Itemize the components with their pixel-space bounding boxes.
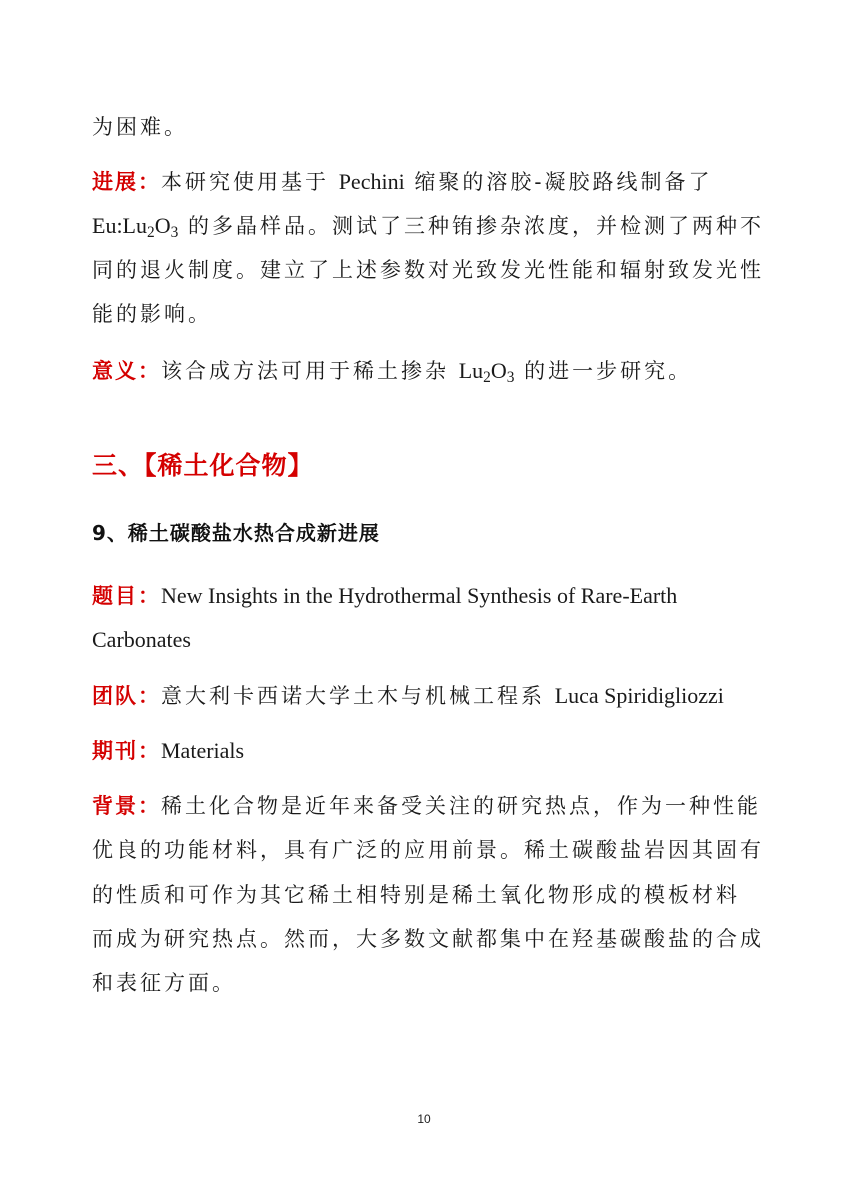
background-line-2	[92, 835, 764, 865]
page-number: 10	[417, 1112, 431, 1126]
progress-text-1b: 缩聚的溶胶-凝胶路线制备了	[404, 170, 713, 194]
team-label: 团队：	[92, 684, 161, 708]
background-text-2: 优良的功能材料，具有广泛的应用前景。稀土碳酸盐岩因其固有	[92, 838, 764, 862]
progress-line-3	[92, 255, 764, 285]
team-text: 意大利卡西诺大学土木与机械工程系	[161, 684, 555, 708]
progress-formula: $Eu:Lu_2O_3$	[92, 213, 179, 241]
significance-text-b: 的进一步研究。	[514, 359, 693, 383]
team-line	[92, 681, 724, 711]
title-label: 题目：	[92, 584, 161, 608]
progress-pechini: Pechini	[338, 169, 405, 194]
title-text-2: Carbonates	[92, 627, 191, 652]
background-text-3: 的性质和可作为其它稀土相特别是稀土氧化物形成的模板材料	[92, 883, 740, 907]
background-line-4	[92, 924, 764, 954]
background-text-5: 和表征方面。	[92, 971, 236, 995]
progress-label: 进展：	[92, 170, 161, 194]
progress-line-4	[92, 299, 212, 329]
title-line-2	[92, 625, 191, 655]
background-text-1: 稀土化合物是近年来备受关注的研究热点，作为一种性能	[161, 794, 761, 818]
progress-line-1	[92, 167, 712, 197]
progress-text-1a: 本研究使用基于	[161, 170, 339, 194]
background-line-5	[92, 968, 236, 998]
progress-line-2	[92, 211, 764, 241]
item-heading: 9、稀土碳酸盐水热合成新进展	[92, 521, 380, 545]
background-line-1	[92, 791, 761, 821]
section-heading: 三、【稀土化合物】	[92, 451, 314, 480]
progress-text-2: 的多晶样品。测试了三种铕掺杂浓度，并检测了两种不	[178, 214, 764, 238]
significance-label: 意义：	[92, 359, 161, 383]
progress-text-4: 能的影响。	[92, 302, 212, 326]
journal-name: Materials	[161, 738, 245, 763]
progress-text-3: 同的退火制度。建立了上述参数对光致发光性能和辐射致发光性	[92, 258, 764, 282]
continuation-text: 为困难。	[92, 115, 188, 139]
significance-line	[92, 356, 692, 386]
team-name: Luca Spiridigliozzi	[554, 683, 724, 708]
journal-label: 期刊：	[92, 739, 161, 763]
background-text-4: 而成为研究热点。然而，大多数文献都集中在羟基碳酸盐的合成	[92, 927, 764, 951]
title-line-1	[92, 581, 677, 611]
paragraph-continuation	[92, 112, 188, 142]
title-text-1: New Insights in the Hydrothermal Synthesis of Rare-Earth	[161, 583, 678, 608]
background-line-3	[92, 880, 740, 910]
journal-line	[92, 736, 244, 766]
significance-text-a: 该合成方法可用于稀土掺杂	[161, 359, 459, 383]
background-label: 背景：	[92, 794, 161, 818]
significance-formula: $Lu_2O_3$	[458, 358, 515, 386]
